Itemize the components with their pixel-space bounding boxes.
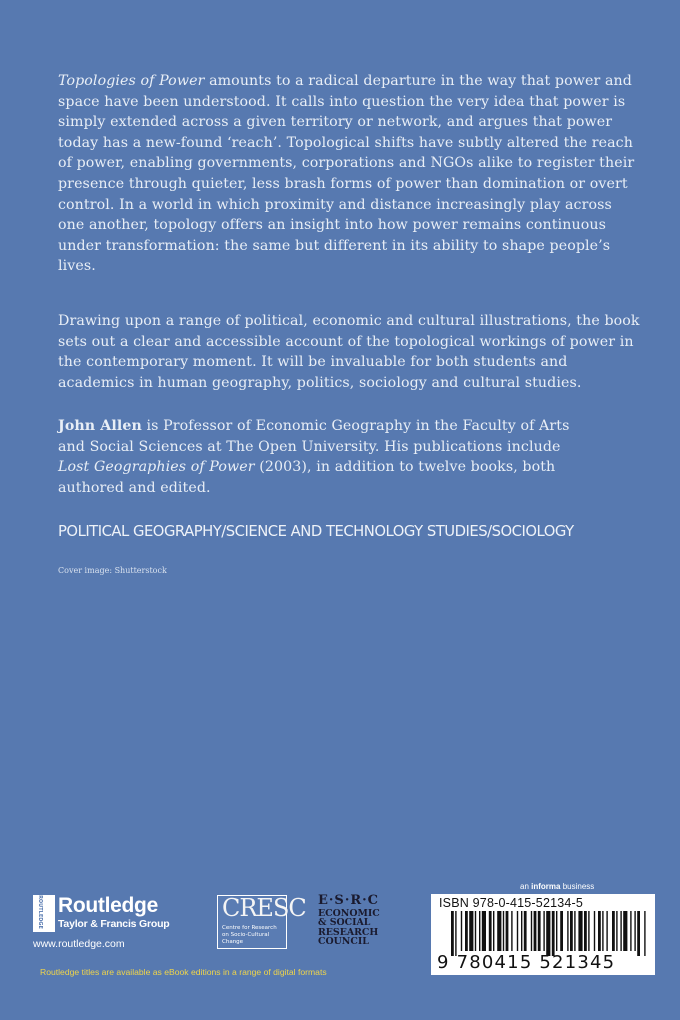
barcode-bar: [588, 911, 589, 951]
barcode-bar: [531, 911, 532, 951]
description-paragraph-2: Drawing upon a range of political, economic and cultural illustrations, the book sets out a clear and accessible account of the topological workings of power in the contemporary moment. It will be invaluable for both students and academics in human geography, politics, sociology and cultural studies.: [58, 313, 640, 391]
barcode-bar: [556, 911, 557, 951]
barcode-bar: [517, 911, 518, 951]
barcode-bar: [506, 911, 509, 951]
barcode-bar: [469, 911, 473, 951]
author-bio: [58, 416, 640, 498]
barcode-bar: [475, 911, 476, 951]
esrc-word: RESEARCH: [318, 926, 379, 938]
barcode-bar: [616, 911, 617, 951]
esrc-word: COUNCIL: [318, 936, 369, 948]
barcode-bar: [482, 911, 486, 951]
barcode-bar: [644, 911, 645, 956]
prior-book-title: Lost Geographies of Power: [58, 459, 255, 476]
barcode-bar: [623, 911, 627, 951]
barcode-digits: 9 780415 521345: [437, 952, 616, 973]
esrc-logo-title: E·S·R·C: [318, 893, 380, 908]
ebook-note: Routledge titles are available as eBook editions in a range of digital formats: [40, 967, 327, 977]
barcode-bar: [493, 911, 494, 951]
cresc-logo-word: CRESC: [222, 894, 306, 922]
barcode-bar: [574, 911, 575, 951]
barcode-bar: [455, 911, 456, 956]
isbn-barcode-block: [431, 894, 655, 975]
barcode-bar: [634, 911, 635, 951]
barcode-icon: [451, 911, 647, 956]
barcode-bar: [461, 911, 462, 951]
barcode-bar: [630, 911, 631, 951]
esrc-word: & SOCIAL: [318, 917, 371, 929]
barcode-bar: [602, 911, 603, 951]
barcode-bar: [594, 911, 595, 951]
book-title-italic: Topologies of Power: [58, 73, 205, 89]
barcode-bar: [521, 911, 522, 951]
informa-brand: informa: [531, 882, 561, 891]
barcode-bar: [479, 911, 480, 951]
author-bio-text-3: (2003), in addition to twelve books, both: [254, 459, 556, 476]
barcode-bar: [637, 911, 640, 956]
cover-credit: Cover image: Shutterstock: [58, 566, 167, 575]
barcode-bar: [538, 911, 541, 951]
barcode-bar: [465, 911, 468, 951]
barcode-bar: [497, 911, 501, 951]
publisher-name: Routledge: [58, 894, 158, 917]
description-paragraph-1: [58, 71, 640, 277]
author-bio-line-2: and Social Sciences at The Open University. His publications include: [58, 438, 561, 455]
barcode-bar: [489, 911, 492, 951]
barcode-bar: [584, 911, 587, 951]
barcode-bar: [543, 911, 544, 951]
esrc-logo-words: [318, 909, 380, 947]
barcode-bar: [620, 911, 621, 951]
barcode-bar: [560, 911, 563, 951]
author-bio-line-1: [58, 416, 640, 437]
publisher-group: Taylor & Francis Group: [58, 918, 170, 930]
author-bio-text-1: is Professor of Economic Geography in the Faculty of Arts: [141, 418, 570, 434]
barcode-bar: [578, 911, 582, 951]
cresc-logo-subtitle: Centre for Research on Socio-Cultural Change: [222, 925, 277, 945]
author-bio-line-3: [58, 457, 640, 478]
author-bio-line-4: authored and edited.: [58, 479, 211, 496]
barcode-bar: [606, 911, 607, 951]
barcode-bar: [534, 911, 537, 951]
esrc-word: ECONOMIC: [318, 908, 380, 919]
informa-prefix: an: [520, 882, 532, 891]
barcode-bar: [570, 911, 573, 951]
cresc-logo: [217, 894, 306, 949]
barcode-bar: [511, 911, 512, 951]
barcode-bar: [451, 911, 454, 956]
barcode-bar: [612, 911, 615, 951]
barcode-bar: [598, 911, 601, 951]
routledge-logo-icon: [33, 895, 55, 932]
barcode-bar: [546, 911, 550, 956]
author-name: John Allen: [58, 418, 142, 434]
barcode-bar: [503, 911, 504, 951]
informa-tagline: [520, 882, 594, 891]
barcode-bar: [567, 911, 568, 951]
barcode-bar: [524, 911, 527, 951]
description-text-1: amounts to a radical departure in the way that power and space have been understood. It calls into question the very idea that power is simply extended across a given territory or network, and argues that power today has a new-found ‘reach’. Topological shifts have subtly altered the reach of power, enabling governments, corporations and NGOs alike to register their presence through quieter, less brash forms of power than domination or overt control. In a world in which proximity and distance increasingly play across one another, topology offers an insight into how power remains continuous under transformation: the same but different in its ability to shape people’s lives.: [58, 73, 635, 275]
informa-suffix: business: [560, 882, 595, 891]
publisher-url[interactable]: www.routledge.com: [33, 938, 125, 950]
routledge-logo-text: ROUTLEDGE: [36, 895, 43, 929]
barcode-bar: [552, 911, 555, 956]
isbn-label: ISBN 978-0-415-52134-5: [439, 896, 584, 910]
subject-categories: POLITICAL GEOGRAPHY/SCIENCE AND TECHNOLOGY STUDIES/SOCIOLOGY: [58, 523, 574, 540]
